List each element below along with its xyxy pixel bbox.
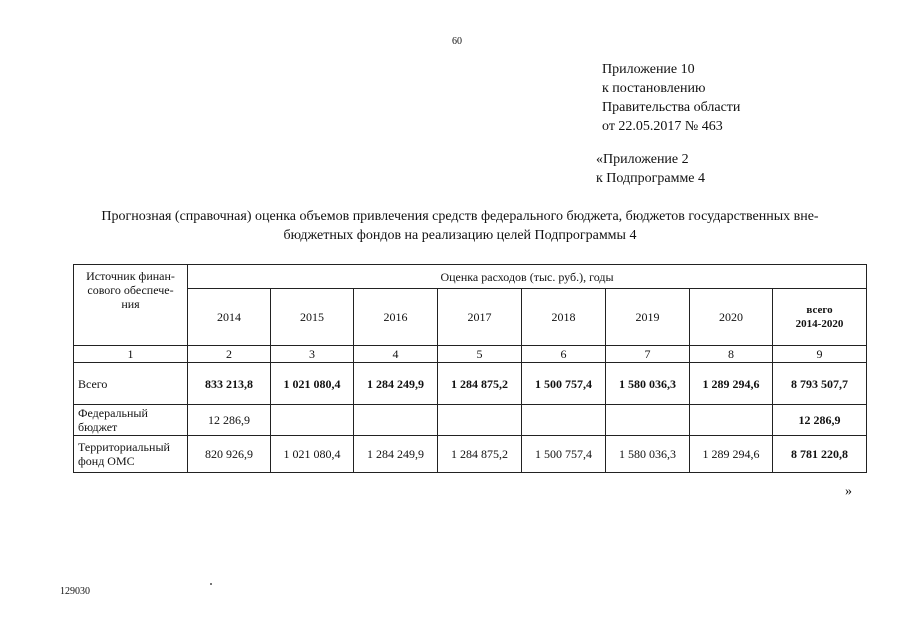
closing-quote: »	[845, 484, 852, 499]
table-cell: 12 286,9	[188, 405, 271, 436]
scan-speck	[210, 583, 212, 585]
table-cell: 1 500 757,4	[522, 436, 606, 473]
table-cell: 1 580 036,3	[606, 363, 690, 405]
row-source: Всего	[74, 363, 188, 405]
table-cell: 1 021 080,4	[271, 436, 354, 473]
page-number: 60	[452, 36, 462, 47]
year-header: 2015	[271, 289, 354, 346]
table-cell	[522, 405, 606, 436]
year-header: 2020	[690, 289, 773, 346]
column-number: 5	[438, 346, 522, 363]
table-row	[74, 436, 867, 473]
table-cell	[271, 405, 354, 436]
table-cell	[690, 405, 773, 436]
table-cell: 833 213,8	[188, 363, 271, 405]
year-header: 2014	[188, 289, 271, 346]
appendix-header	[602, 60, 740, 136]
table-cell: 1 500 757,4	[522, 363, 606, 405]
row-total: 8 793 507,7	[773, 363, 867, 405]
footer-code: 129030	[60, 586, 90, 597]
table-cell: 1 284 875,2	[438, 436, 522, 473]
appendix-line: Приложение 10	[602, 62, 695, 77]
table-cell: 1 284 249,9	[354, 363, 438, 405]
appendix-line: от 22.05.2017 № 463	[602, 119, 723, 134]
document-title	[60, 207, 860, 245]
table-row	[74, 405, 867, 436]
table-cell: 820 926,9	[188, 436, 271, 473]
title-line: бюджетных фондов на реализацию целей Подпрограммы 4	[283, 228, 637, 243]
column-number: 2	[188, 346, 271, 363]
quoted-appendix-line: «Приложение 2	[596, 152, 689, 167]
column-number: 4	[354, 346, 438, 363]
row-source: Территориальный фонд ОМС	[74, 436, 188, 473]
table-cell: 1 289 294,6	[690, 436, 773, 473]
group-header: Оценка расходов (тыс. руб.), годы	[188, 265, 867, 289]
column-number: 1	[74, 346, 188, 363]
table-cell: 1 021 080,4	[271, 363, 354, 405]
table-cell: 1 284 249,9	[354, 436, 438, 473]
table-cell: 1 289 294,6	[690, 363, 773, 405]
total-header-line: всего	[806, 304, 833, 316]
appendix-line: к постановлению	[602, 81, 706, 96]
year-header: 2017	[438, 289, 522, 346]
table-cell	[438, 405, 522, 436]
table-cell	[354, 405, 438, 436]
quoted-appendix-header	[596, 150, 705, 188]
title-line: Прогнозная (справочная) оценка объемов привлечения средств федерального бюджета, бюджетов государственных вне-	[101, 209, 819, 224]
row-total: 12 286,9	[773, 405, 867, 436]
row-total: 8 781 220,8	[773, 436, 867, 473]
total-header-line: 2014-2020	[795, 318, 844, 330]
column-number-row	[74, 346, 867, 363]
column-number: 8	[690, 346, 773, 363]
table-row	[74, 363, 867, 405]
year-header: 2019	[606, 289, 690, 346]
year-header-row	[74, 289, 867, 346]
source-header: Источник финан- сового обеспече- ния	[74, 265, 188, 346]
total-header	[773, 289, 867, 346]
budget-table	[73, 264, 867, 473]
appendix-line: Правительства области	[602, 100, 741, 115]
table-cell: 1 580 036,3	[606, 436, 690, 473]
group-header-row	[74, 265, 867, 289]
row-source: Федеральный бюджет	[74, 405, 188, 436]
column-number: 9	[773, 346, 867, 363]
table-cell	[606, 405, 690, 436]
column-number: 3	[271, 346, 354, 363]
quoted-appendix-line: к Подпрограмме 4	[596, 171, 706, 186]
year-header: 2016	[354, 289, 438, 346]
column-number: 6	[522, 346, 606, 363]
year-header: 2018	[522, 289, 606, 346]
table-cell: 1 284 875,2	[438, 363, 522, 405]
column-number: 7	[606, 346, 690, 363]
